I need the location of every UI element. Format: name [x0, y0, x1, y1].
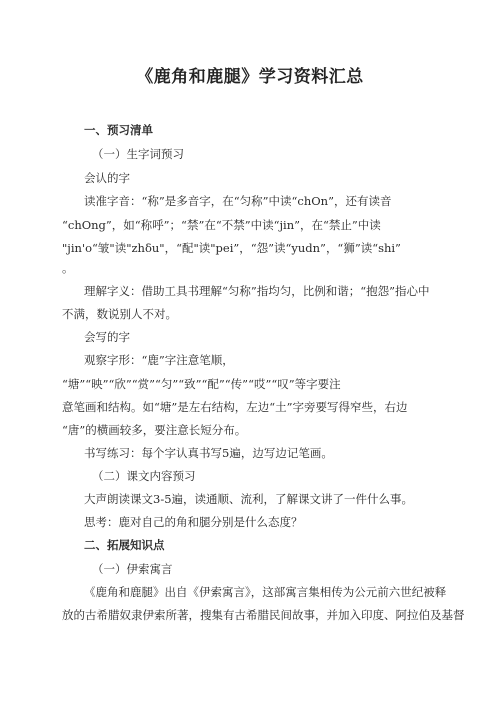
page-title: 《鹿角和鹿腿》学习资料汇总: [136, 67, 364, 87]
paragraph-line: 书写练习：每个字认真书写5遍，边写边记笔画。: [84, 446, 333, 460]
paragraph-line: 不满，数说别人不对。: [62, 307, 177, 321]
paragraph-line: 放的古希腊奴隶伊索所著，搜集有古希腊民间故事，并加入印度、阿拉伯及基督: [62, 608, 465, 622]
paragraph-line: “唐”的横画较多，要注意长短分布。: [62, 423, 247, 437]
section-heading-preview: 一、预习清单: [84, 123, 153, 137]
paragraph-line: 。: [62, 261, 74, 275]
paragraph-heading-write: 会写的字: [84, 330, 130, 344]
paragraph-line: 理解字义：借助工具书理解“匀称”指均匀，比例和谐；“抱怨”指心中: [84, 284, 430, 298]
subsection-heading-words: （一）生字词预习: [92, 147, 184, 161]
paragraph-line: 读准字音：“称”是多音字，在“匀称”中读“chOn”，还有读音: [84, 194, 392, 208]
paragraph-line: 《鹿角和鹿腿》出自《伊索寓言》，这部寓言集相传为公元前六世纪被释: [84, 585, 447, 599]
section-heading-extension: 二、拓展知识点: [84, 538, 165, 552]
paragraph-heading-recognize: 会认的字: [84, 171, 130, 185]
paragraph-line: 意笔画和结构。如“塘”是左右结构，左边“土”字旁要写得窄些，右边: [62, 400, 408, 414]
paragraph-line: “chOng”，如“称呼”；“禁”在“不禁”中读“jin”，在“禁止”中读: [62, 218, 381, 232]
paragraph-line: 观察字形：“鹿”字注意笔顺，: [84, 353, 234, 367]
paragraph-line: 大声朗读课文3-5遍，读通顺、流利，了解课文讲了一件什么事。: [84, 492, 414, 506]
subsection-heading-aesop: （一）伊索寓言: [92, 562, 173, 576]
paragraph-line: “塘”“映”“欣”“赏”“匀”“致”“配”“传”“哎”“叹”等字要注: [62, 377, 341, 391]
subsection-heading-content: （二）课文内容预习: [92, 469, 196, 483]
paragraph-line: 思考：鹿对自己的角和腿分别是什么态度？: [84, 515, 303, 529]
paragraph-line: "jin'o“皱"读"zhδu"，“配"读"pei”，“怨”读“yudn”，“狮”读“shi”: [62, 241, 401, 255]
